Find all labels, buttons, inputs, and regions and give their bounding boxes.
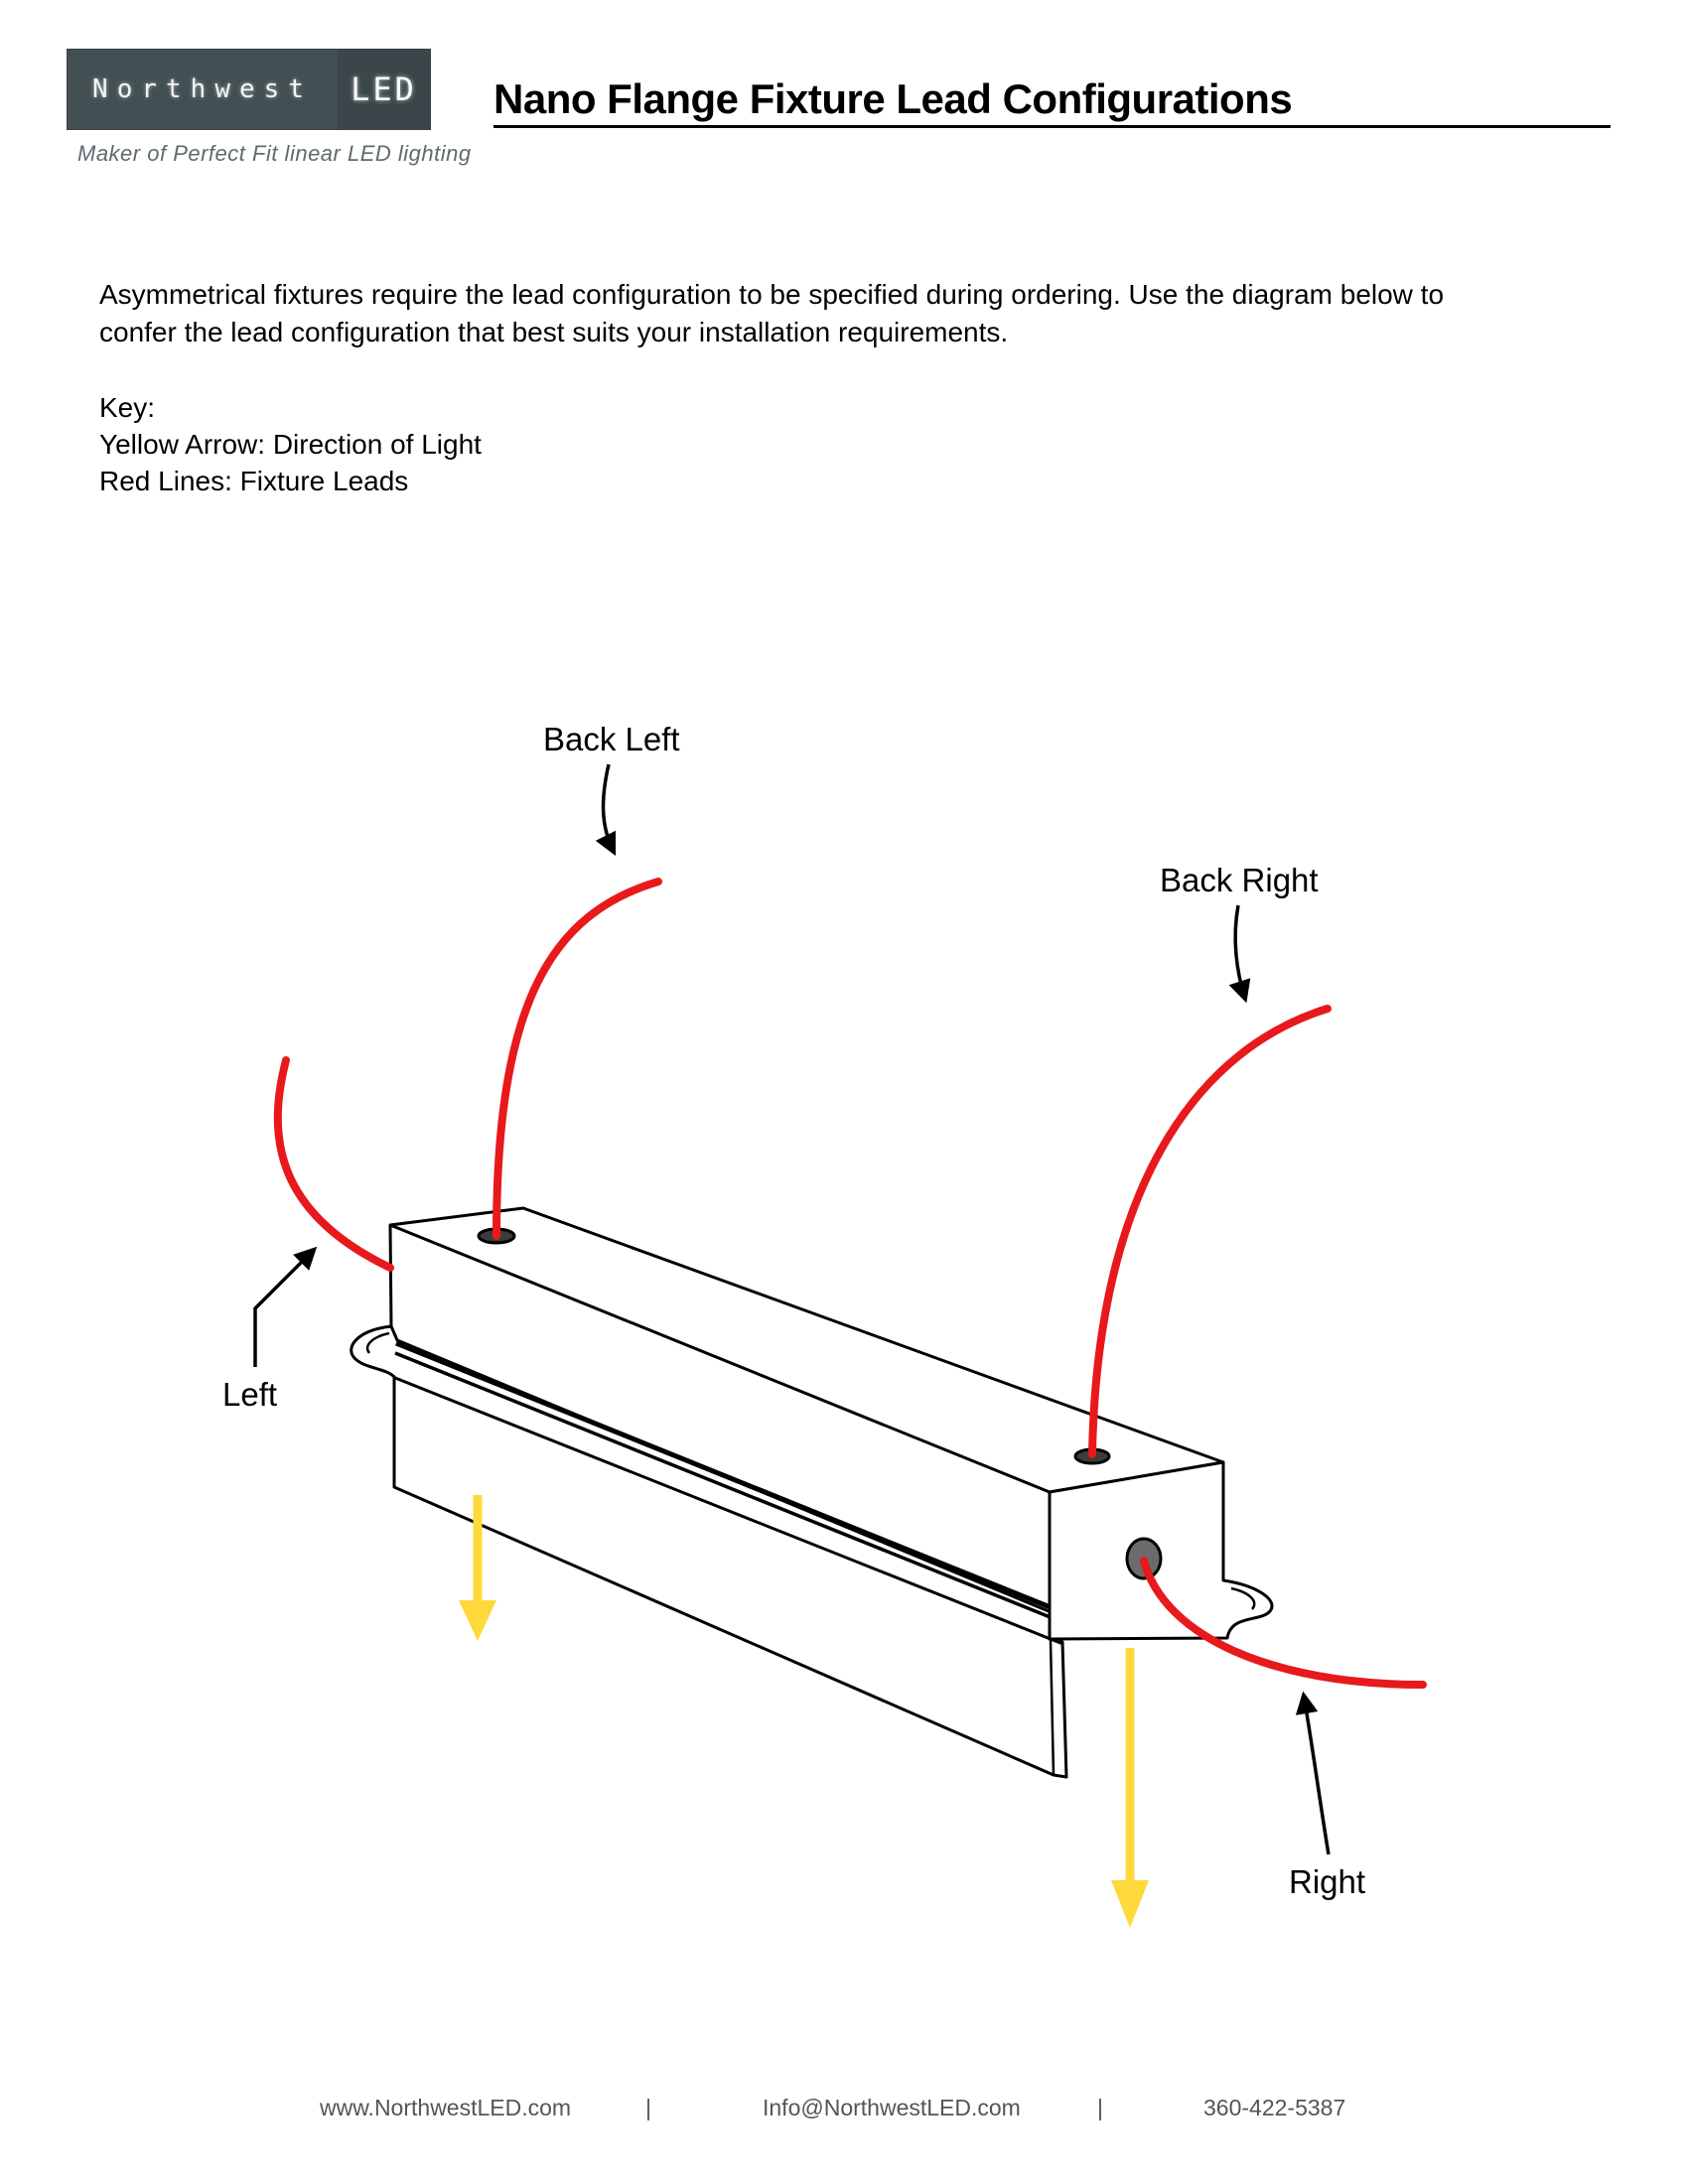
intro-line-2: confer the lead configuration that best suits your installation requirements. (99, 317, 1009, 347)
label-right: Right (1289, 1863, 1366, 1900)
light-arrow-right-head (1111, 1880, 1149, 1928)
light-arrow-left-head (459, 1600, 496, 1641)
key-yellow-arrow: Yellow Arrow: Direction of Light (99, 429, 482, 460)
label-left: Left (222, 1376, 278, 1413)
key-red-lines: Red Lines: Fixture Leads (99, 466, 409, 496)
label-back-left: Back Left (543, 721, 680, 757)
left-arrow (255, 1250, 314, 1367)
intro-line-1: Asymmetrical fixtures require the lead configuration to be specified during ordering. Use the diagram below to (99, 279, 1445, 310)
back-right-arrow (1235, 905, 1245, 999)
logo-brand-text: Northwest (92, 74, 313, 104)
footer-separator-2: | (1097, 2095, 1103, 2120)
lead-back-right (1092, 1009, 1328, 1454)
footer-separator-1: | (645, 2095, 651, 2120)
fixture-left-edge (390, 1225, 391, 1328)
logo-led-text: LED (351, 70, 417, 108)
footer-website: www.NorthwestLED.com (320, 2095, 572, 2120)
footer-email: Info@NorthwestLED.com (763, 2095, 1021, 2120)
lead-left (278, 1060, 390, 1268)
back-left-arrow (604, 764, 614, 852)
right-arrow (1304, 1696, 1329, 1854)
lead-back-left (496, 882, 658, 1236)
logo-tagline: Maker of Perfect Fit linear LED lighting (77, 141, 472, 166)
key-heading: Key: (99, 392, 156, 423)
page-title: Nano Flange Fixture Lead Configurations (493, 75, 1293, 122)
page-footer (0, 2095, 1688, 2134)
label-back-right: Back Right (1160, 862, 1319, 898)
footer-phone: 360-422-5387 (1203, 2095, 1346, 2120)
